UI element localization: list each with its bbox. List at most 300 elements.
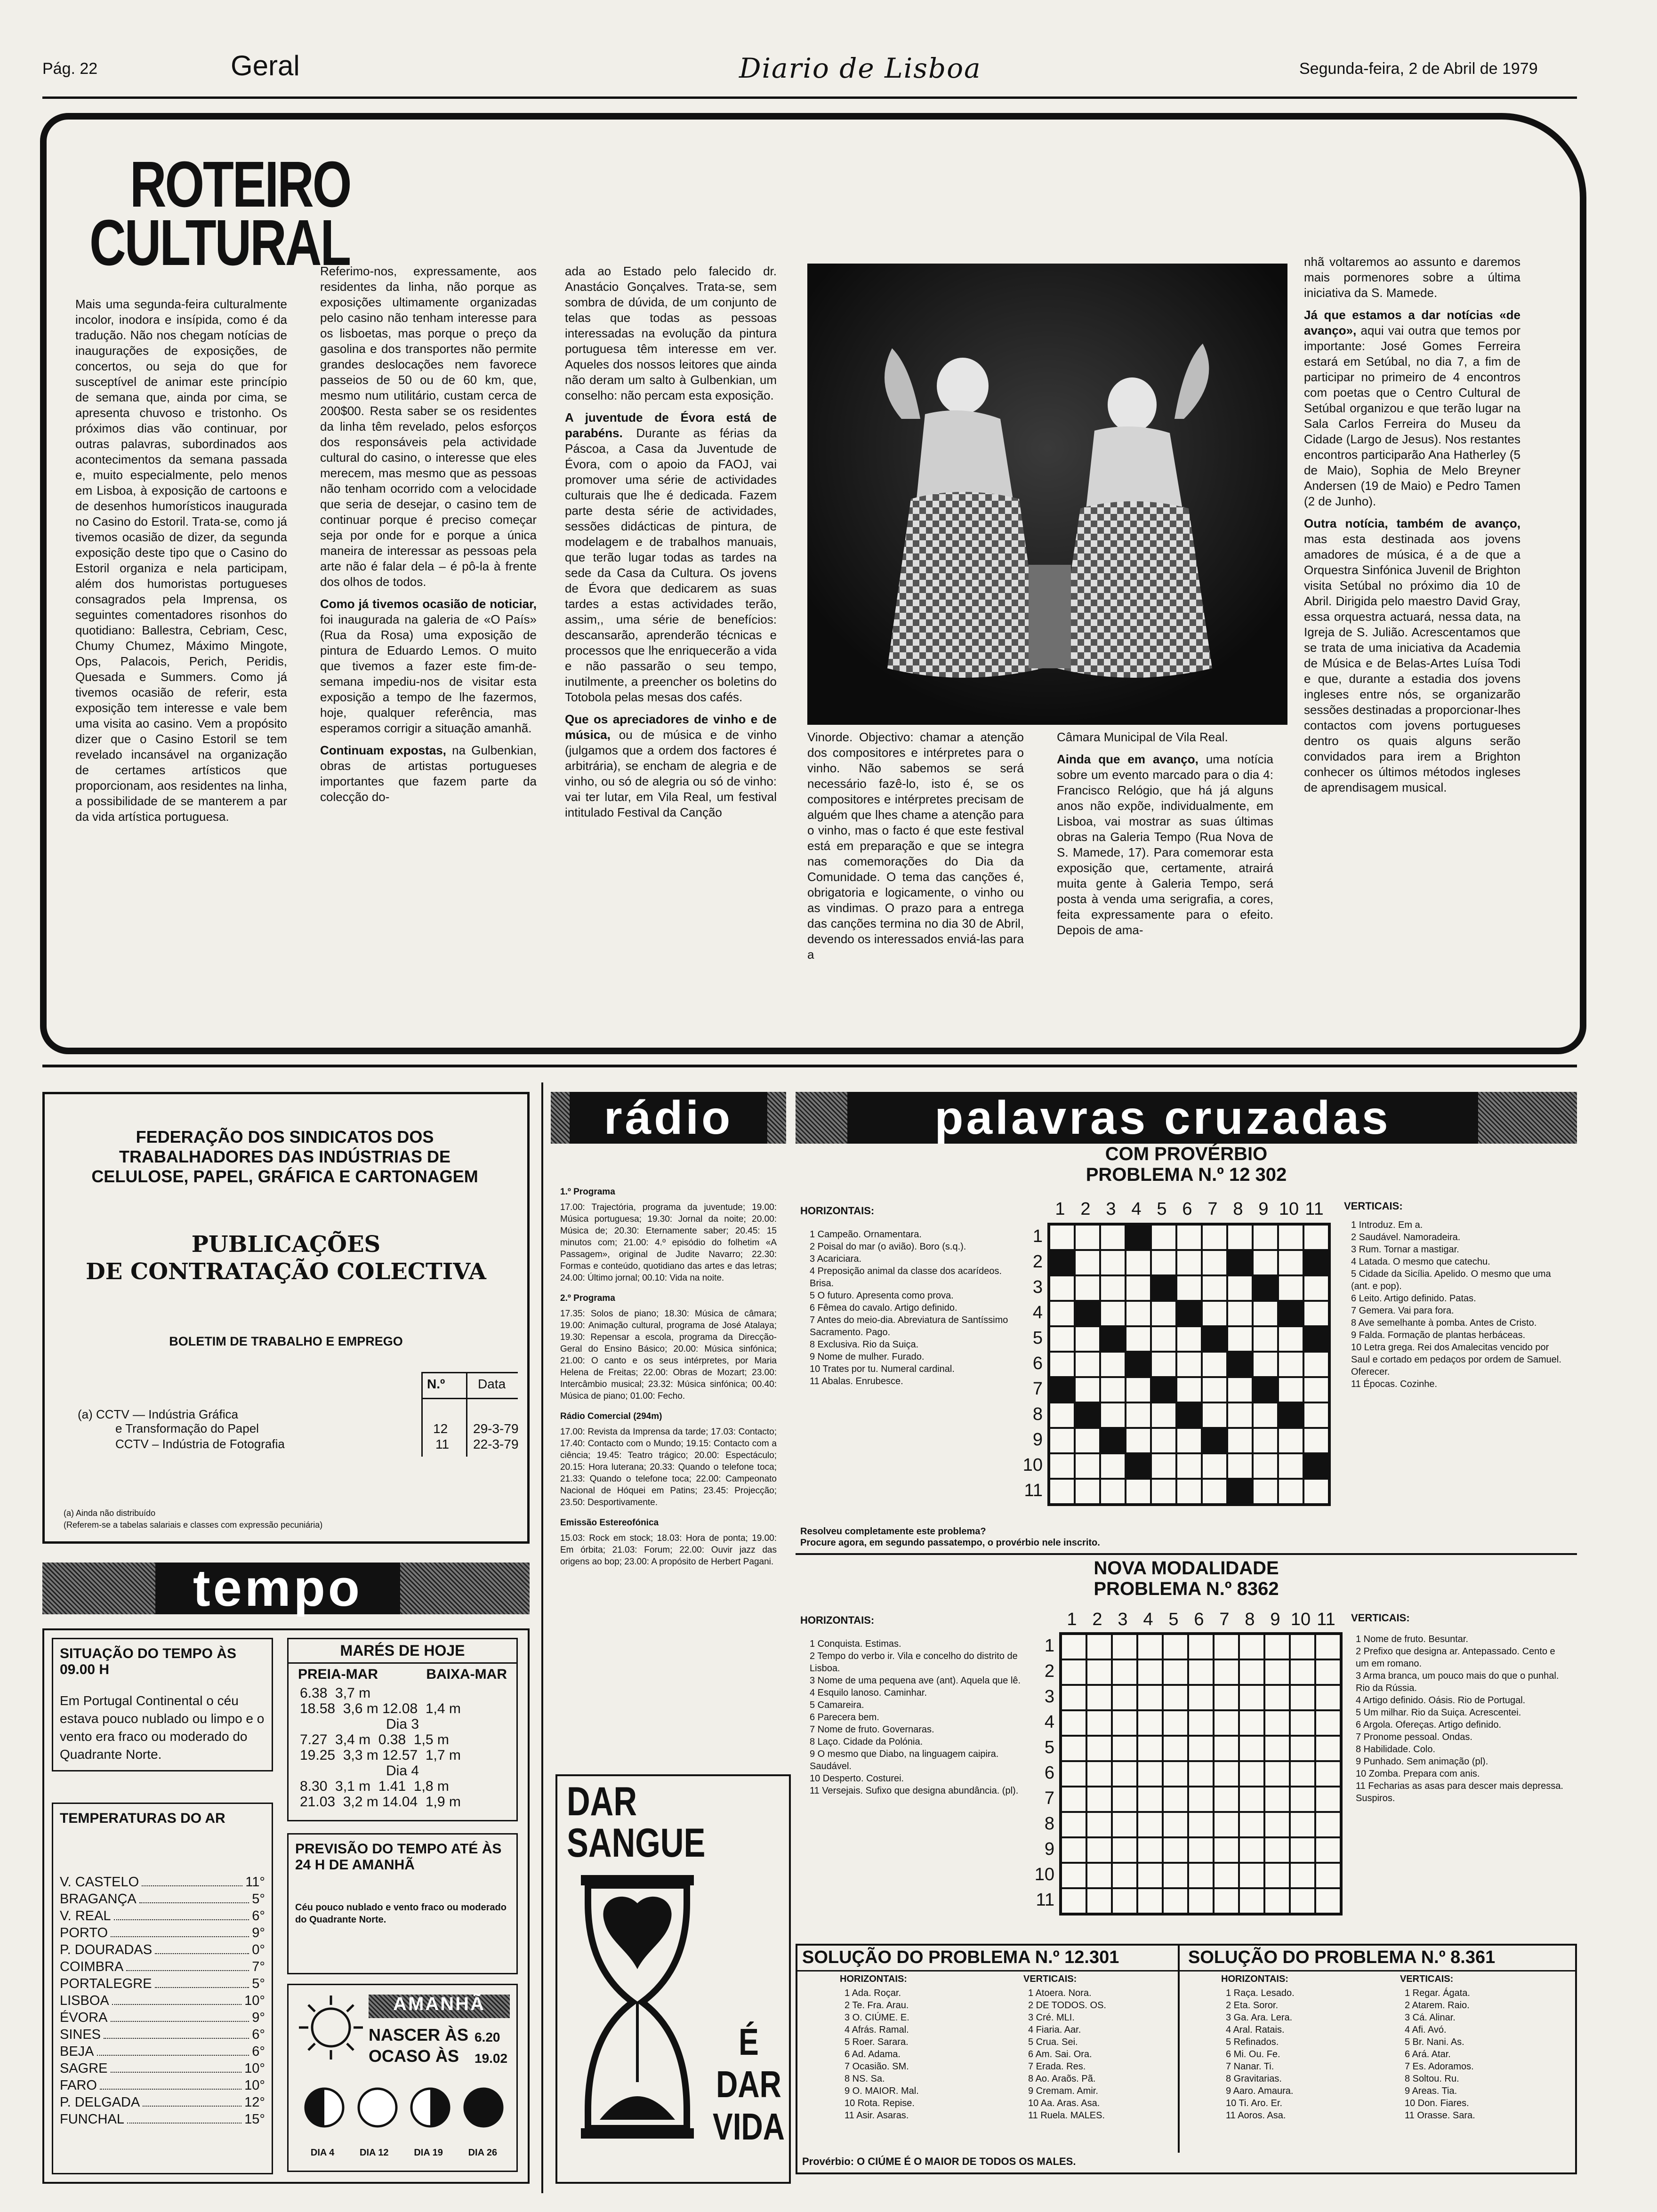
crossword-cell[interactable]: [1290, 1863, 1315, 1888]
clue-item: 3 Rum. Tornar a mastigar.: [1351, 1244, 1459, 1255]
crossword-cell[interactable]: [1214, 1863, 1239, 1888]
crossword-cell[interactable]: [1264, 1787, 1290, 1812]
crossword-cell[interactable]: [1214, 1685, 1239, 1710]
row-1-label: [78, 1407, 259, 1435]
crossword-cell[interactable]: [1227, 1275, 1253, 1301]
grid-column-number: 8: [1245, 1610, 1255, 1629]
crossword-cell[interactable]: [1126, 1326, 1151, 1352]
crossword-cell[interactable]: [1112, 1787, 1137, 1812]
crossword-cell[interactable]: [1278, 1326, 1303, 1352]
dot-leader: [155, 1941, 249, 1954]
crossword-cell[interactable]: [1137, 1863, 1163, 1888]
crossword-cell[interactable]: [1112, 1710, 1137, 1736]
crossword-cell[interactable]: [1137, 1736, 1163, 1761]
table-rule: [466, 1372, 467, 1457]
crossword-cell[interactable]: [1137, 1812, 1163, 1837]
crossword-cell[interactable]: [1264, 1888, 1290, 1914]
crossword-cell[interactable]: [1290, 1837, 1315, 1863]
crossword-cell[interactable]: [1290, 1685, 1315, 1710]
crossword-cell[interactable]: [1290, 1710, 1315, 1736]
crossword-cell: [1278, 1403, 1303, 1428]
crossword-cell[interactable]: [1100, 1403, 1126, 1428]
solutions-divider: [1178, 1946, 1180, 2153]
crossword-cell[interactable]: [1061, 1710, 1086, 1736]
crossword-cell[interactable]: [1278, 1250, 1303, 1275]
crossword-cell[interactable]: [1202, 1479, 1227, 1504]
temperaturas-title: TEMPERATURAS DO AR: [60, 1811, 225, 1826]
crossword-cell[interactable]: [1100, 1275, 1126, 1301]
clue-item: 11 Abalas. Enrubesce.: [810, 1376, 903, 1387]
clue-item: 8 Laço. Cidade da Polónia.: [810, 1737, 923, 1747]
crossword-cell[interactable]: [1239, 1685, 1264, 1710]
clue-item: 10 Zomba. Prepara com anis.: [1356, 1769, 1480, 1779]
column-divider: [541, 1082, 543, 2193]
crossword-cell[interactable]: [1112, 1634, 1137, 1659]
theatre-photo-image: [807, 264, 1287, 725]
crossword-cell[interactable]: [1151, 1453, 1176, 1479]
crossword-cell[interactable]: [1061, 1837, 1086, 1863]
crossword-cell[interactable]: [1264, 1710, 1290, 1736]
crossword-cell[interactable]: [1137, 1710, 1163, 1736]
crossword-cell[interactable]: [1202, 1250, 1227, 1275]
previsao-title: PREVISÃO DO TEMPO ATÉ ÀS 24 H DE AMANHÃ: [295, 1841, 502, 1873]
crossword-cell[interactable]: [1137, 1787, 1163, 1812]
radio-comercial-title: Rádio Comercial (294m): [560, 1411, 662, 1421]
tide-row: 18.58 3,6 m 12.08 1,4 m: [300, 1701, 461, 1716]
footnote-1: (a) Ainda não distribuído: [64, 1508, 156, 1518]
crossword-cell[interactable]: [1214, 1634, 1239, 1659]
dot-leader: [111, 2009, 249, 2022]
crossword-cell[interactable]: [1075, 1275, 1100, 1301]
crossword-cell[interactable]: [1253, 1250, 1278, 1275]
crossword-cell[interactable]: [1239, 1812, 1264, 1837]
crossword-cell[interactable]: [1075, 1352, 1100, 1377]
crossword-cell[interactable]: [1278, 1428, 1303, 1453]
grid-row-number: 7: [1032, 1379, 1043, 1399]
crossword-cell[interactable]: [1239, 1736, 1264, 1761]
clue-item: 10 Aa. Aras. Asa.: [1028, 2098, 1100, 2108]
row-1-label-line1: (a) CCTV — Indústria Gráfica: [78, 1407, 238, 1421]
crossword-cell[interactable]: [1151, 1250, 1176, 1275]
crossword-cell[interactable]: [1176, 1428, 1202, 1453]
row-2-date: 22-3-79: [473, 1437, 519, 1451]
crossword-cell[interactable]: [1163, 1787, 1188, 1812]
crossword-cell[interactable]: [1137, 1659, 1163, 1685]
crossword-cell[interactable]: [1061, 1761, 1086, 1787]
crossword-cell[interactable]: [1264, 1736, 1290, 1761]
crossword-cell[interactable]: [1290, 1787, 1315, 1812]
crossword-cell[interactable]: [1086, 1736, 1112, 1761]
crossword-cell[interactable]: [1264, 1837, 1290, 1863]
crossword-cell[interactable]: [1239, 1787, 1264, 1812]
crossword-cell[interactable]: [1303, 1275, 1329, 1301]
crossword-cell[interactable]: [1112, 1761, 1137, 1787]
crossword-cell[interactable]: [1239, 1888, 1264, 1914]
crossword-cell[interactable]: [1151, 1225, 1176, 1250]
moon-day-label: DIA 12: [360, 2148, 389, 2158]
crossword-cell[interactable]: [1086, 1812, 1112, 1837]
crossword-cell[interactable]: [1278, 1453, 1303, 1479]
grid-column-number: 10: [1279, 1199, 1299, 1219]
crossword-cell[interactable]: [1315, 1659, 1341, 1685]
crossword-cell[interactable]: [1315, 1863, 1341, 1888]
crossword-cell[interactable]: [1151, 1479, 1176, 1504]
crossword-cell[interactable]: [1188, 1888, 1214, 1914]
crossword-grid-2[interactable]: [1059, 1632, 1343, 1915]
crossword-cell[interactable]: [1061, 1812, 1086, 1837]
crossword-cell[interactable]: [1202, 1403, 1227, 1428]
crossword-cell[interactable]: [1239, 1634, 1264, 1659]
crossword-cell[interactable]: [1202, 1453, 1227, 1479]
crossword-cell[interactable]: [1151, 1428, 1176, 1453]
crossword-cell[interactable]: [1163, 1634, 1188, 1659]
crossword-cell[interactable]: [1239, 1659, 1264, 1685]
crossword-cell[interactable]: [1086, 1787, 1112, 1812]
crossword-cell[interactable]: [1227, 1326, 1253, 1352]
roteiro-paragraph: [565, 410, 777, 705]
crossword-cell[interactable]: [1075, 1479, 1100, 1504]
crossword-cell[interactable]: [1112, 1888, 1137, 1914]
crossword-cell[interactable]: [1253, 1453, 1278, 1479]
crossword-cell[interactable]: [1290, 1888, 1315, 1914]
crossword-cell[interactable]: [1264, 1634, 1290, 1659]
temperature-value: 10°: [244, 2078, 265, 2093]
crossword-cell[interactable]: [1075, 1377, 1100, 1403]
crossword-cell[interactable]: [1315, 1710, 1341, 1736]
crossword-cell[interactable]: [1264, 1812, 1290, 1837]
crossword-cell[interactable]: [1100, 1479, 1126, 1504]
city-name: ÉVORA: [60, 2010, 108, 2025]
clue-item: 7 Es. Adoramos.: [1405, 2061, 1474, 2072]
clue-item: 9 O. MAIOR. Mal.: [845, 2086, 919, 2096]
crossword-cell[interactable]: [1086, 1837, 1112, 1863]
clue-item: 4 Aral. Ratais.: [1226, 2025, 1285, 2035]
sol2-horizontais-label: HORIZONTAIS:: [1221, 1974, 1288, 1984]
dar-sangue-heading: [567, 1781, 705, 1864]
crossword-cell[interactable]: [1049, 1275, 1075, 1301]
crossword-cell[interactable]: [1264, 1863, 1290, 1888]
crossword-cell[interactable]: [1227, 1428, 1253, 1453]
crossword-cell[interactable]: [1290, 1812, 1315, 1837]
crossword-cell[interactable]: [1049, 1403, 1075, 1428]
crossword-cell[interactable]: [1253, 1428, 1278, 1453]
crossword-cell[interactable]: [1188, 1761, 1214, 1787]
grid-column-number: 7: [1219, 1610, 1230, 1629]
crossword-cell[interactable]: [1176, 1326, 1202, 1352]
crossword-cell[interactable]: [1126, 1403, 1151, 1428]
crossword-cell[interactable]: [1075, 1453, 1100, 1479]
dar-sangue-line1: DAR: [567, 1779, 637, 1824]
crossword-cell[interactable]: [1315, 1736, 1341, 1761]
crossword-cell[interactable]: [1278, 1352, 1303, 1377]
crossword-cell[interactable]: [1290, 1736, 1315, 1761]
solutions-box: [796, 1944, 1577, 2174]
publicacoes-line1: PUBLICAÇÕES: [191, 1231, 381, 1258]
temperature-value: 5°: [252, 1976, 265, 1991]
crossword-cell[interactable]: [1163, 1659, 1188, 1685]
crossword-cell[interactable]: [1303, 1352, 1329, 1377]
crossword-cell[interactable]: [1049, 1453, 1075, 1479]
crossword-cell[interactable]: [1227, 1453, 1253, 1479]
crossword-cell[interactable]: [1112, 1685, 1137, 1710]
crossword-cell[interactable]: [1137, 1634, 1163, 1659]
boletim-label: BOLETIM DE TRABALHO E EMPREGO: [169, 1334, 403, 1348]
crossword-cell[interactable]: [1202, 1377, 1227, 1403]
crossword-cell[interactable]: [1049, 1225, 1075, 1250]
crossword-cell[interactable]: [1137, 1685, 1163, 1710]
crossword-cell[interactable]: [1188, 1787, 1214, 1812]
temperature-value: 11°: [245, 1875, 265, 1890]
crossword-cell[interactable]: [1227, 1403, 1253, 1428]
crossword-cell[interactable]: [1163, 1888, 1188, 1914]
crossword-cell[interactable]: [1163, 1863, 1188, 1888]
crossword-cell[interactable]: [1315, 1812, 1341, 1837]
crossword-cell[interactable]: [1163, 1837, 1188, 1863]
crossword-cell[interactable]: [1264, 1761, 1290, 1787]
temperature-value: 6°: [252, 2044, 265, 2059]
crossword-cell[interactable]: [1303, 1479, 1329, 1504]
crossword-cell[interactable]: [1126, 1250, 1151, 1275]
crossword-cell[interactable]: [1049, 1301, 1075, 1326]
crossword-cell[interactable]: [1137, 1888, 1163, 1914]
solution-1-title: SOLUÇÃO DO PROBLEMA N.º 12.301: [802, 1948, 1119, 1967]
crossword-cell[interactable]: [1315, 1634, 1341, 1659]
crossword-cell[interactable]: [1253, 1301, 1278, 1326]
crossword-cell[interactable]: [1188, 1863, 1214, 1888]
crossword-cell[interactable]: [1214, 1812, 1239, 1837]
crossword-cell[interactable]: [1315, 1685, 1341, 1710]
crossword-cell[interactable]: [1227, 1301, 1253, 1326]
crossword-cell[interactable]: [1176, 1275, 1202, 1301]
crossword-cell[interactable]: [1188, 1634, 1214, 1659]
clue-item: 4 Preposição animal da classe dos acarídeos. Brisa.: [810, 1266, 1002, 1289]
crossword-cell[interactable]: [1188, 1659, 1214, 1685]
crossword-cell[interactable]: [1061, 1685, 1086, 1710]
clue-item: 8 Habilidade. Colo.: [1356, 1744, 1435, 1755]
crossword-cell: [1303, 1250, 1329, 1275]
radio-banner: rádio: [570, 1092, 767, 1144]
temperature-row: [60, 1958, 265, 1975]
crossword-cell[interactable]: [1278, 1377, 1303, 1403]
crossword-cell[interactable]: [1315, 1761, 1341, 1787]
crossword-cell[interactable]: [1086, 1685, 1112, 1710]
crossword-cell[interactable]: [1253, 1352, 1278, 1377]
clue-item: 7 Gemera. Vai para fora.: [1351, 1306, 1454, 1316]
crossword-cell[interactable]: [1061, 1634, 1086, 1659]
crossword-cell[interactable]: [1290, 1659, 1315, 1685]
grid-column-number: 1: [1055, 1199, 1065, 1219]
crossword-cell[interactable]: [1264, 1685, 1290, 1710]
dot-leader: [111, 1924, 249, 1937]
crossword-cell[interactable]: [1151, 1326, 1176, 1352]
crossword-cell[interactable]: [1188, 1812, 1214, 1837]
crossword-cell[interactable]: [1303, 1301, 1329, 1326]
section-title: Geral: [231, 50, 300, 81]
clue-item: 10 Trates por tu. Numeral cardinal.: [810, 1364, 955, 1374]
crossword-cell[interactable]: [1303, 1377, 1329, 1403]
ocaso-label: OCASO ÀS: [369, 2046, 459, 2066]
crossword-cell[interactable]: [1214, 1787, 1239, 1812]
crossword-cell[interactable]: [1049, 1326, 1075, 1352]
federacao-ad: [42, 1092, 530, 1544]
crossword-cell[interactable]: [1112, 1837, 1137, 1863]
temperature-value: 10°: [244, 2061, 265, 2076]
crossword-cell[interactable]: [1163, 1736, 1188, 1761]
crossword-cell[interactable]: [1239, 1761, 1264, 1787]
crossword-cell[interactable]: [1112, 1736, 1137, 1761]
problem-1-horizontais-label: HORIZONTAIS:: [800, 1205, 875, 1217]
row-2-label: CCTV – Indústria de Fotografia: [115, 1437, 285, 1451]
city-name: PORTO: [60, 1925, 108, 1940]
crossword-cell[interactable]: [1151, 1403, 1176, 1428]
lead-in: Como já tivemos ocasião de noticiar,: [320, 597, 537, 611]
crossword-cell[interactable]: [1163, 1812, 1188, 1837]
crossword-cell[interactable]: [1100, 1225, 1126, 1250]
crossword-cell[interactable]: [1239, 1710, 1264, 1736]
crossword-cell[interactable]: [1061, 1659, 1086, 1685]
crossword-cell[interactable]: [1112, 1659, 1137, 1685]
problem-2-horizontais-label: HORIZONTAIS:: [800, 1614, 875, 1626]
crossword-cell[interactable]: [1151, 1301, 1176, 1326]
crossword-cell[interactable]: [1188, 1685, 1214, 1710]
crossword-cell[interactable]: [1315, 1787, 1341, 1812]
crossword-cell[interactable]: [1163, 1685, 1188, 1710]
crossword-cell[interactable]: [1075, 1225, 1100, 1250]
crossword-cell[interactable]: [1049, 1428, 1075, 1453]
problem-1-footer: [800, 1526, 1100, 1548]
crossword-cell[interactable]: [1176, 1453, 1202, 1479]
crossword-cell[interactable]: [1061, 1888, 1086, 1914]
crossword-cell[interactable]: [1086, 1710, 1112, 1736]
crossword-cell[interactable]: [1126, 1428, 1151, 1453]
crossword-cell[interactable]: [1061, 1736, 1086, 1761]
crossword-cell[interactable]: [1253, 1225, 1278, 1250]
dot-leader: [139, 1891, 249, 1903]
crossword-cell: [1049, 1250, 1075, 1275]
crossword-cell[interactable]: [1278, 1479, 1303, 1504]
grid-column-number: 6: [1194, 1610, 1204, 1629]
crossword-cell[interactable]: [1151, 1352, 1176, 1377]
clue-item: 4 Afrás. Ramal.: [845, 2025, 909, 2035]
crossword-cell[interactable]: [1176, 1479, 1202, 1504]
crossword-cell[interactable]: [1086, 1863, 1112, 1888]
crossword-cell[interactable]: [1176, 1250, 1202, 1275]
crossword-cell[interactable]: [1100, 1453, 1126, 1479]
roteiro-paragraph: [565, 712, 777, 820]
crossword-cell[interactable]: [1303, 1428, 1329, 1453]
temperature-row: [60, 2094, 265, 2111]
crossword-cell[interactable]: [1214, 1761, 1239, 1787]
crossword-cell[interactable]: [1075, 1250, 1100, 1275]
crossword-cell[interactable]: [1315, 1888, 1341, 1914]
crossword-cell[interactable]: [1264, 1659, 1290, 1685]
crossword-cell[interactable]: [1100, 1352, 1126, 1377]
crossword-cell[interactable]: [1188, 1736, 1214, 1761]
nascer-label: NASCER ÀS: [369, 2025, 469, 2044]
crossword-cell[interactable]: [1100, 1250, 1126, 1275]
crossword-cell[interactable]: [1303, 1403, 1329, 1428]
crossword-cell[interactable]: [1202, 1225, 1227, 1250]
crossword-cell[interactable]: [1202, 1275, 1227, 1301]
crossword-cell[interactable]: [1112, 1812, 1137, 1837]
crossword-cell[interactable]: [1126, 1377, 1151, 1403]
crossword-grid-1[interactable]: [1047, 1223, 1331, 1506]
clue-item: 5 Br. Nani. As.: [1405, 2037, 1464, 2047]
crossword-cell[interactable]: [1100, 1301, 1126, 1326]
crossword-cell[interactable]: [1202, 1352, 1227, 1377]
crossword-cell[interactable]: [1137, 1761, 1163, 1787]
crossword-cell[interactable]: [1227, 1225, 1253, 1250]
problem-2-heading: [796, 1558, 1577, 1599]
crossword-cell[interactable]: [1214, 1710, 1239, 1736]
crossword-cell[interactable]: [1075, 1428, 1100, 1453]
grid-column-number: 4: [1131, 1199, 1142, 1219]
city-name: BRAGANÇA: [60, 1891, 137, 1907]
crossword-cell[interactable]: [1126, 1275, 1151, 1301]
crossword-cell[interactable]: [1075, 1326, 1100, 1352]
crossword-cell[interactable]: [1290, 1634, 1315, 1659]
crossword-cell[interactable]: [1214, 1837, 1239, 1863]
crossword-cell[interactable]: [1163, 1761, 1188, 1787]
crossword-cell[interactable]: [1176, 1225, 1202, 1250]
crossword-cell[interactable]: [1253, 1479, 1278, 1504]
grid-column-number: 5: [1157, 1199, 1167, 1219]
crossword-cell[interactable]: [1176, 1352, 1202, 1377]
crossword-cell: [1303, 1326, 1329, 1352]
crossword-cell[interactable]: [1061, 1863, 1086, 1888]
crossword-cell[interactable]: [1086, 1888, 1112, 1914]
paragraph-body: ou de música e de vinho (julgamos que a ordem dos factores é arbitrária), se encham de alegria e de vinho, ou só de alegria ou só de vinho: vai ter lutar, em Vila Real, um festival intitulado Festival da Canção: [565, 728, 777, 819]
crossword-cell[interactable]: [1086, 1761, 1112, 1787]
crossword-cell[interactable]: [1290, 1761, 1315, 1787]
dar-sangue-ad: [555, 1774, 791, 2184]
crossword-cell[interactable]: [1239, 1837, 1264, 1863]
crossword-cell[interactable]: [1214, 1659, 1239, 1685]
crossword-cell[interactable]: [1278, 1275, 1303, 1301]
crossword-cell[interactable]: [1303, 1225, 1329, 1250]
crossword-cell[interactable]: [1176, 1377, 1202, 1403]
city-name: FARO: [60, 2078, 97, 2093]
crossword-cell[interactable]: [1126, 1301, 1151, 1326]
crossword-cell[interactable]: [1126, 1479, 1151, 1504]
crossword-cell[interactable]: [1137, 1837, 1163, 1863]
crossword-cell[interactable]: [1315, 1837, 1341, 1863]
crossword-cell[interactable]: [1100, 1377, 1126, 1403]
crossword-cell[interactable]: [1214, 1736, 1239, 1761]
crossword-cell[interactable]: [1239, 1863, 1264, 1888]
crossword-cell[interactable]: [1086, 1634, 1112, 1659]
crossword-cell[interactable]: [1049, 1352, 1075, 1377]
crossword-cell[interactable]: [1253, 1403, 1278, 1428]
crossword-cell[interactable]: [1061, 1787, 1086, 1812]
crossword-cell[interactable]: [1214, 1888, 1239, 1914]
masthead: [42, 45, 1577, 99]
crossword-cell[interactable]: [1202, 1301, 1227, 1326]
crossword-cell: [1100, 1326, 1126, 1352]
crossword-cell[interactable]: [1163, 1710, 1188, 1736]
crossword-cell[interactable]: [1188, 1710, 1214, 1736]
crossword-cell[interactable]: [1253, 1326, 1278, 1352]
temperature-value: 6°: [252, 1908, 265, 1923]
crossword-cell[interactable]: [1049, 1479, 1075, 1504]
crossword-cell[interactable]: [1227, 1377, 1253, 1403]
clue-item: 1 Introduz. Em a.: [1351, 1220, 1423, 1230]
crossword-cell[interactable]: [1188, 1837, 1214, 1863]
tide-row: 8.30 3,1 m 1.41 1,8 m: [300, 1779, 449, 1794]
crossword-cell[interactable]: [1278, 1225, 1303, 1250]
crossword-cell[interactable]: [1112, 1863, 1137, 1888]
crossword-cell[interactable]: [1086, 1659, 1112, 1685]
